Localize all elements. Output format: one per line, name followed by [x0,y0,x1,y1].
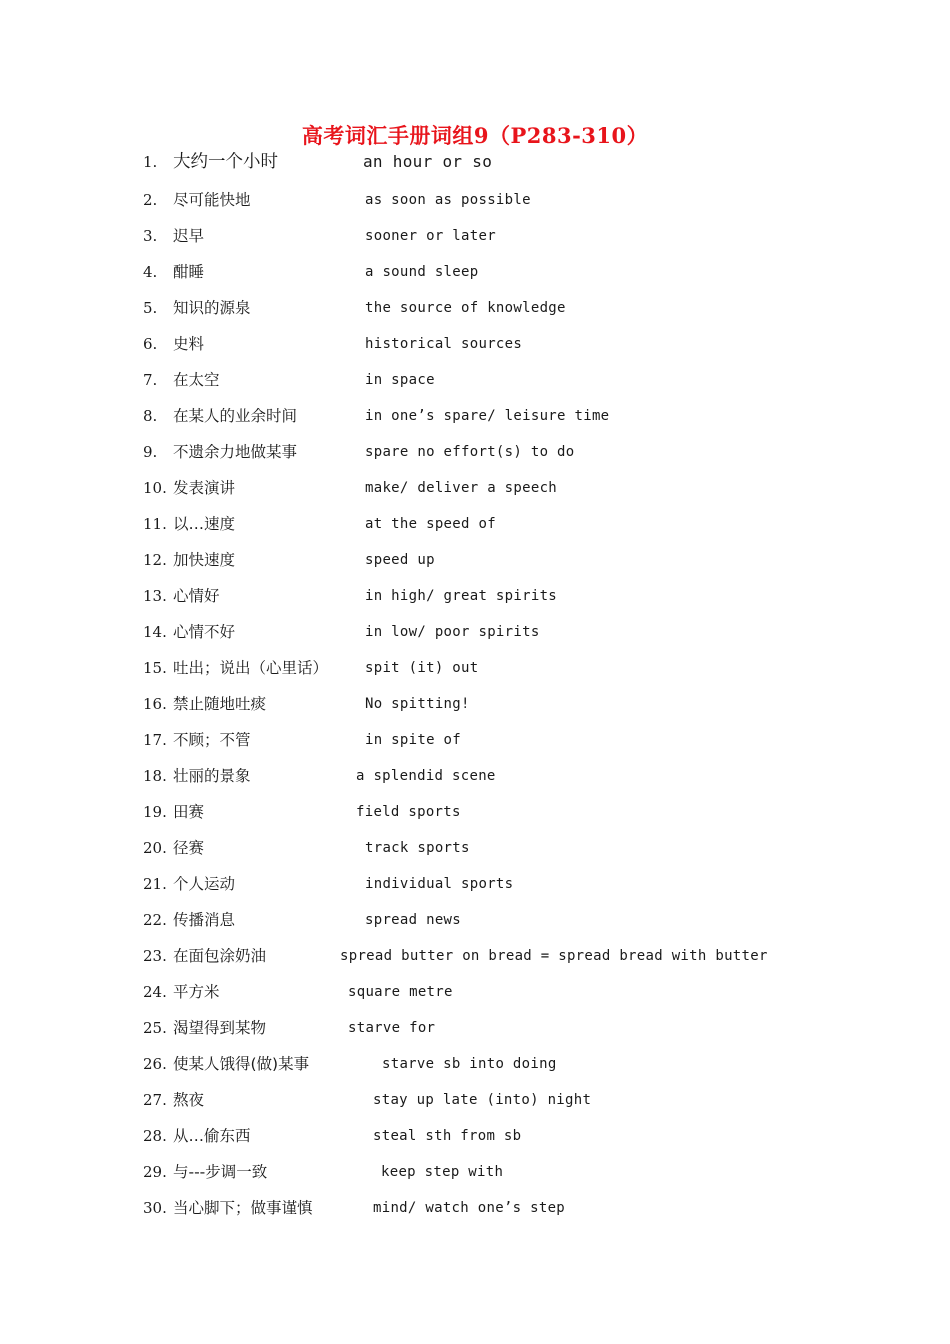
chinese-phrase: 熬夜 [173,1091,205,1109]
english-phrase: No spitting! [365,696,470,712]
chinese-phrase: 径赛 [173,839,205,857]
item-number: 29. [143,1163,167,1181]
english-phrase: starve for [348,1020,436,1036]
list-item [0,1050,950,1086]
english-phrase: individual sports [365,876,514,892]
chinese-phrase: 田赛 [173,803,205,821]
item-number: 22. [143,911,167,929]
english-phrase: spread butter on bread = spread bread with butter [340,948,768,964]
list-item [0,1122,950,1158]
english-phrase: starve sb into doing [382,1056,557,1072]
item-number: 21. [143,875,167,893]
list-item [0,366,950,402]
list-item [0,798,950,834]
list-item [0,148,950,186]
item-number: 3. [143,227,158,245]
chinese-phrase: 与---步调一致 [173,1163,268,1181]
english-phrase: in space [365,372,435,388]
item-number: 25. [143,1019,167,1037]
list-item [0,618,950,654]
english-phrase: spit (it) out [365,660,479,676]
english-phrase: stay up late (into) night [373,1092,592,1108]
list-item [0,546,950,582]
chinese-phrase: 发表演讲 [173,479,236,497]
english-phrase: make/ deliver a speech [365,480,558,496]
item-number: 12. [143,551,167,569]
item-number: 23. [143,947,167,965]
item-number: 19. [143,803,167,821]
list-item [0,222,950,258]
item-number: 4. [143,263,158,281]
chinese-phrase: 大约一个小时 [173,152,278,172]
chinese-phrase: 传播消息 [173,911,236,929]
list-item [0,258,950,294]
chinese-phrase: 壮丽的景象 [173,767,251,785]
chinese-phrase: 加快速度 [173,551,236,569]
item-number: 26. [143,1055,167,1073]
chinese-phrase: 心情好 [173,587,220,605]
chinese-phrase: 渴望得到某物 [173,1019,267,1037]
english-phrase: historical sources [365,336,523,352]
list-item [0,906,950,942]
chinese-phrase: 在面包涂奶油 [173,947,267,965]
item-number: 7. [143,371,158,389]
item-number: 14. [143,623,167,641]
item-number: 28. [143,1127,167,1145]
item-number: 16. [143,695,167,713]
item-number: 9. [143,443,158,461]
english-phrase: speed up [365,552,435,568]
chinese-phrase: 史料 [173,335,205,353]
item-number: 8. [143,407,158,425]
list-item [0,474,950,510]
chinese-phrase: 平方米 [173,983,220,1001]
english-phrase: mind/ watch one’s step [373,1200,566,1216]
chinese-phrase: 从…偷东西 [173,1127,251,1145]
chinese-phrase: 尽可能快地 [173,191,251,209]
english-phrase: steal sth from sb [373,1128,522,1144]
page-title: 高考词汇手册词组9（P283-310） [301,123,649,148]
item-number: 11. [143,515,167,533]
english-phrase: a splendid scene [356,768,496,784]
english-phrase: a sound sleep [365,264,479,280]
english-phrase: in low/ poor spirits [365,624,540,640]
english-phrase: keep step with [381,1164,504,1180]
english-phrase: in spite of [365,732,462,748]
english-phrase: track sports [365,840,470,856]
list-item [0,942,950,978]
chinese-phrase: 个人运动 [173,875,236,893]
chinese-phrase: 禁止随地吐痰 [173,695,267,713]
item-number: 15. [143,659,167,677]
item-number: 6. [143,335,158,353]
chinese-phrase: 当心脚下；做事谨慎 [173,1199,313,1217]
list-item [0,726,950,762]
chinese-phrase: 在太空 [173,371,220,389]
chinese-phrase: 吐出；说出（心里话） [173,659,329,677]
english-phrase: in one’s spare/ leisure time [365,408,610,424]
item-number: 20. [143,839,167,857]
english-phrase: square metre [348,984,453,1000]
english-phrase: sooner or later [365,228,496,244]
list-item [0,294,950,330]
list-item [0,1014,950,1050]
chinese-phrase: 心情不好 [173,623,236,641]
list-item [0,870,950,906]
english-phrase: spread news [365,912,462,928]
list-item [0,186,950,222]
list-item [0,654,950,690]
list-item [0,402,950,438]
vocabulary-list [0,148,950,1230]
item-number: 30. [143,1199,167,1217]
chinese-phrase: 在某人的业余时间 [173,407,298,425]
list-item [0,1158,950,1194]
chinese-phrase: 不顾；不管 [173,731,251,749]
chinese-phrase: 不遗余力地做某事 [173,443,298,461]
list-item [0,978,950,1014]
english-phrase: spare no effort(s) to do [365,444,575,460]
item-number: 5. [143,299,158,317]
chinese-phrase: 以…速度 [173,515,236,533]
english-phrase: at the speed of [365,516,496,532]
item-number: 17. [143,731,167,749]
item-number: 27. [143,1091,167,1109]
list-item [0,582,950,618]
english-phrase: as soon as possible [365,192,531,208]
item-number: 13. [143,587,167,605]
chinese-phrase: 知识的源泉 [173,299,251,317]
chinese-phrase: 迟早 [173,227,205,245]
english-phrase: an hour or so [363,152,493,171]
item-number: 18. [143,767,167,785]
list-item [0,1194,950,1230]
english-phrase: the source of knowledge [365,300,566,316]
english-phrase: in high/ great spirits [365,588,558,604]
english-phrase: field sports [356,804,461,820]
chinese-phrase: 使某人饿得(做)某事 [173,1055,310,1073]
list-item [0,834,950,870]
chinese-phrase: 酣睡 [173,263,205,281]
item-number: 10. [143,479,167,497]
list-item [0,438,950,474]
list-item [0,330,950,366]
list-item [0,510,950,546]
list-item [0,1086,950,1122]
list-item [0,690,950,726]
item-number: 24. [143,983,167,1001]
item-number: 2. [143,191,158,209]
list-item [0,762,950,798]
item-number: 1. [143,153,158,171]
